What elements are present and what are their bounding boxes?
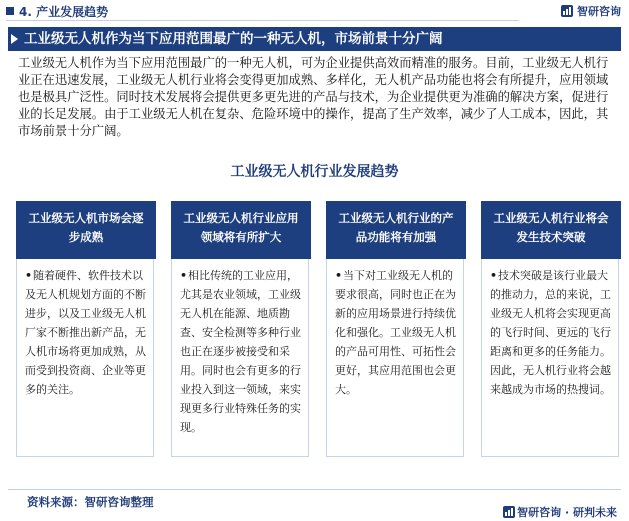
trend-card-body: [172, 262, 308, 437]
trend-card-3: [326, 201, 464, 457]
data-source: 资料来源：智研咨询整理: [27, 495, 154, 509]
trends-title: 工业级无人机行业发展趋势: [230, 164, 399, 180]
top-bar: [0, 0, 629, 24]
brand-name: 智研咨询: [577, 5, 621, 18]
trend-card-text: 相比传统的工业应用，尤其是农业领域，工业级无人机在能源、地质勘查、安全检测等多种行业也正在逐步被接受和采用。同时也会有更多的行业投入到这一领域，来实现更多行业特殊任务的实现。: [180, 269, 301, 434]
trend-card-2: [171, 201, 309, 457]
bullet-icon: •: [180, 269, 188, 282]
trend-card-body: [17, 262, 153, 399]
section-label: [6, 3, 108, 21]
trend-card-4: [481, 201, 619, 457]
bullet-icon: •: [490, 269, 498, 282]
square-bullet-icon: [6, 7, 14, 15]
section-label-text: 4. 产业发展趋势: [19, 5, 109, 19]
headline-title: 工业级无人机作为当下应用范围最广的一种无人机，市场前景十分广阔: [24, 31, 443, 47]
trend-card-text: 技术突破是该行业最大的推动力，总的来说，工业级无人机将会实现更高的飞行时间、更远的飞行距离和更多的任务能力。因此，无人机行业将会越来越成为市场的热搜词。: [490, 269, 611, 396]
footer-divider: [8, 489, 621, 490]
footer-brand: [503, 504, 617, 520]
trend-card-1: [16, 201, 154, 457]
trend-card-body: [327, 262, 463, 399]
footer-brand-text: 智研咨询 · 研判未来: [517, 506, 617, 519]
bullet-icon: •: [25, 269, 33, 282]
trend-card-heading: 工业级无人机行业应用领域将有所扩大: [171, 201, 311, 259]
trend-card-text: 当下对工业级无人机的要求很高，同时也正在为新的应用场景进行持续优化和强化。工业级无人机的产品可用性、可拓性会更好，其应用范围也会更大。: [335, 269, 456, 396]
brand: [560, 3, 621, 21]
headline-banner: [8, 27, 621, 51]
trend-card-heading: 工业级无人机行业的产品功能将有加强: [326, 201, 466, 259]
trend-card-text: 随着硬件、软件技术以及无人机规划方面的不断进步，以及工业级无人机厂家不断推出新产品，无人机市场将更加成熟，从而受到投资商、企业等更多的关注。: [25, 269, 146, 396]
bullet-icon: •: [335, 269, 343, 282]
trend-card-body: [482, 262, 618, 399]
top-divider: [6, 20, 519, 21]
trend-card-heading: 工业级无人机市场会逐步成熟: [16, 201, 156, 259]
triangle-marker-icon: [11, 34, 18, 44]
trend-card-heading: 工业级无人机行业将会发生技术突破: [481, 201, 621, 259]
intro-paragraph: 工业级无人机作为当下应用范围最广的一种无人机，可为企业提供高效而精准的服务。目前，工业级无人机行业正在迅速发展，工业级无人机行业将会变得更加成熟、多样化，无人机产品功能也将会有所提升，应用领域也是极具广泛性。同时技术发展将会提供更多更先进的产品与技术，为企业提供更为准确的解决方案，促进行业的长足发展。由于工业级无人机在复杂、危险环境中的操作，提高了生产效率，减少了人工成本，因此，其市场前景十分广阔。: [18, 56, 609, 138]
zhiyan-footer-logo-icon: [503, 506, 515, 518]
zhiyan-logo-icon: [560, 4, 574, 18]
